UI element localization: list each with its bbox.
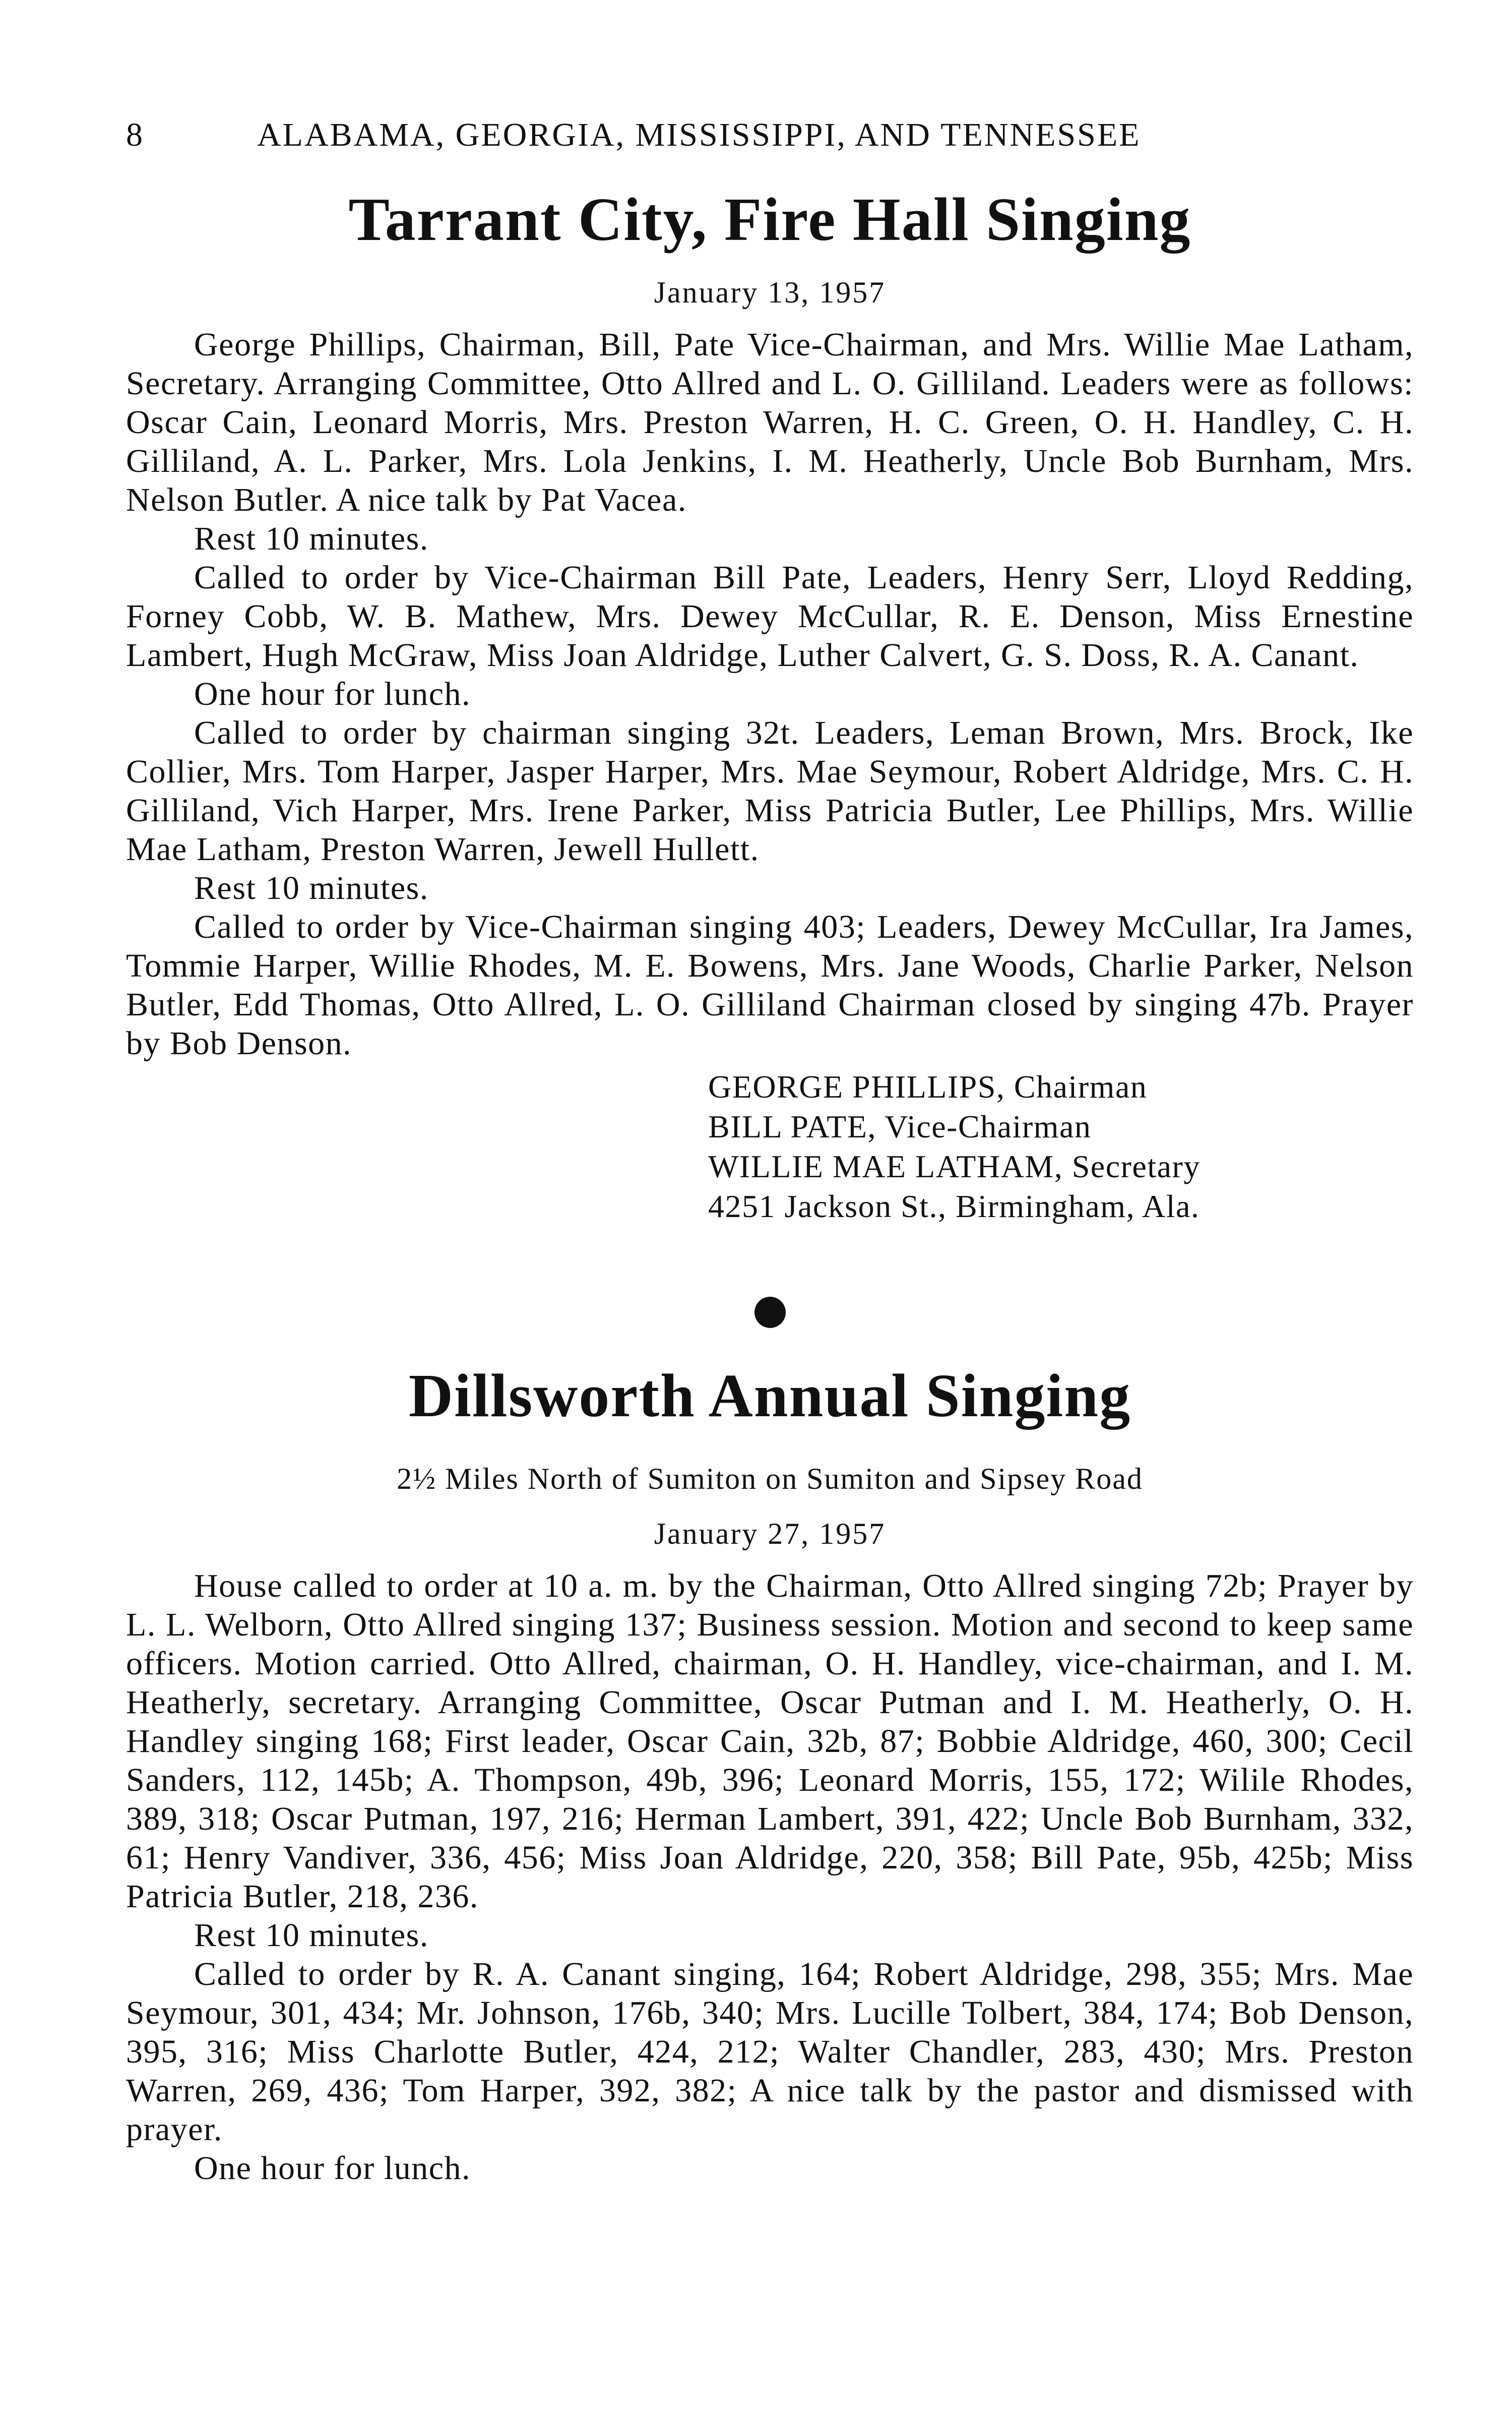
paragraph: One hour for lunch. xyxy=(194,2150,471,2187)
paragraph: George Phillips, Chairman, Bill, Pate Vice-Chairman, and Mrs. Willie Mae Latham, Secretary. Arranging Committee, Otto Allred and L. O. Gilliland. Leaders were as follows: Oscar Cain, Leonard Morris, Mrs. Preston Warren, H. C. Green, O. H. Handley, C. H. Gilliland, A. L. Parker, Mrs. Lola Jenkins, I. M. Heatherly, Uncle Bob Burnham, Mrs. Nelson Butler. A nice talk by Pat Vacea. xyxy=(126,326,1414,518)
signature-line: 4251 Jackson St., Birmingham, Ala. xyxy=(708,1188,1200,1224)
paragraph: Rest 10 minutes. xyxy=(194,870,429,906)
paragraph: Called to order by chairman singing 32t. Leaders, Leman Brown, Mrs. Brock, Ike Collier, Mrs. Tom Harper, Jasper Harper, Mrs. Mae Seymour, Robert Aldridge, Mrs. C. H. Gilliland, Vich Harper, Mrs. Irene Parker, Miss Patricia Butler, Lee Phillips, Mrs. Willie Mae Latham, Preston Warren, Jewell Hullett. xyxy=(126,714,1414,868)
section-title: Tarrant City, Fire Hall Singing xyxy=(348,186,1191,254)
section-title: Dillsworth Annual Singing xyxy=(408,1362,1131,1430)
running-header xyxy=(126,116,1414,154)
section-date: January 13, 1957 xyxy=(654,276,886,309)
paragraph: Rest 10 minutes. xyxy=(194,1917,429,1954)
section-date: January 27, 1957 xyxy=(654,1517,886,1550)
signature-line: BILL PATE, Vice-Chairman xyxy=(708,1109,1092,1144)
paragraph: Rest 10 minutes. xyxy=(194,520,429,557)
running-title: ALABAMA, GEORGIA, MISSISSIPPI, AND TENNESSEE xyxy=(257,116,1141,153)
signature-block xyxy=(708,1067,1414,1226)
document-page xyxy=(126,116,1414,2188)
paragraph: Called to order by Vice-Chairman singing 403; Leaders, Dewey McCullar, Ira James, Tommie Harper, Willie Rhodes, M. E. Bowens, Mrs. Jane Woods, Charlie Parker, Nelson Butler, Edd Thomas, Otto Allred, L. O. Gilliland Chairman closed by singing 47b. Prayer by Bob Denson. xyxy=(126,909,1414,1062)
section-location: 2½ Miles North of Sumiton on Sumiton and Sipsey Road xyxy=(397,1462,1143,1495)
section-divider xyxy=(126,1297,1414,1330)
signature-line: WILLIE MAE LATHAM, Secretary xyxy=(708,1148,1201,1184)
signature-line: GEORGE PHILLIPS, Chairman xyxy=(708,1069,1148,1105)
section-dillsworth xyxy=(126,1361,1414,2188)
paragraph: Called to order by Vice-Chairman Bill Pate, Leaders, Henry Serr, Lloyd Redding, Forney Cobb, W. B. Mathew, Mrs. Dewey McCullar, R. E. Denson, Miss Ernestine Lambert, Hugh McGraw, Miss Joan Aldridge, Luther Calvert, G. S. Doss, R. A. Canant. xyxy=(126,559,1414,674)
page-number: 8 xyxy=(126,116,144,153)
paragraph: One hour for lunch. xyxy=(194,676,471,712)
paragraph: House called to order at 10 a. m. by the Chairman, Otto Allred singing 72b; Prayer by L. L. Welborn, Otto Allred singing 137; Business session. Motion and second to keep same officers. Motion carried. Otto Allred, chairman, O. H. Handley, vice-chairman, and I. M. Heatherly, secretary. Arranging Committee, Oscar Putman and I. M. Heatherly, O. H. Handley singing 168; First leader, Oscar Cain, 32b, 87; Bobbie Aldridge, 460, 300; Cecil Sanders, 112, 145b; A. Thompson, 49b, 396; Leonard Morris, 155, 172; Wilile Rhodes, 389, 318; Oscar Putman, 197, 216; Herman Lambert, 391, 422; Uncle Bob Burnham, 332, 61; Henry Vandiver, 336, 456; Miss Joan Aldridge, 220, 358; Bill Pate, 95b, 425b; Miss Patricia Butler, 218, 236. xyxy=(126,1567,1414,1915)
paragraph: Called to order by R. A. Canant singing, 164; Robert Aldridge, 298, 355; Mrs. Mae Seymour, 301, 434; Mr. Johnson, 176b, 340; Mrs. Lucille Tolbert, 384, 174; Bob Denson, 395, 316; Miss Charlotte Butler, 424, 212; Walter Chandler, 283, 430; Mrs. Preston Warren, 269, 436; Tom Harper, 392, 382; A nice talk by the pastor and dismissed with prayer. xyxy=(126,1956,1414,2148)
section-tarrant-city xyxy=(126,185,1414,1226)
bullet-ornament-icon xyxy=(754,1297,786,1328)
